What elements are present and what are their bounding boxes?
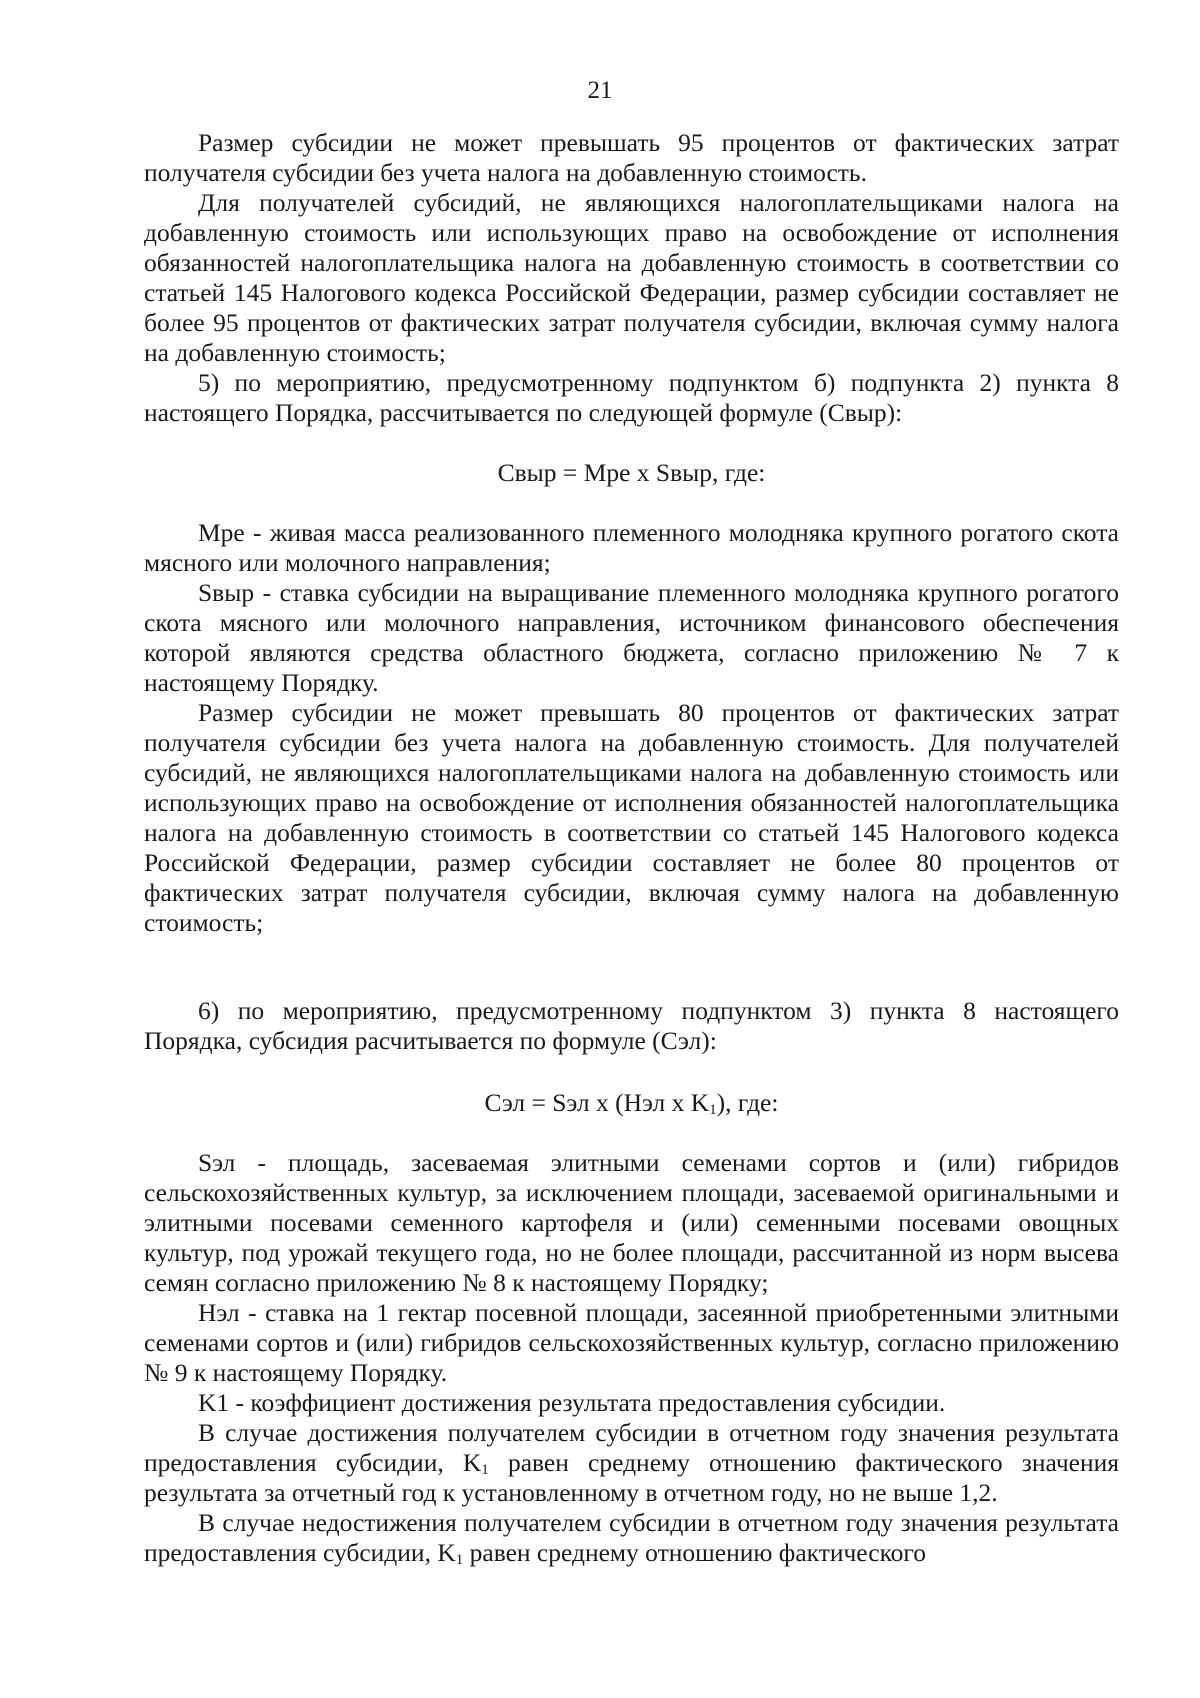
paragraph-item-6: 6) по мероприятию, предусмотренному подпунктом 3) пункта 8 настоящего Порядка, субсидия расчитывается по формуле (Сэл): [144,996,1119,1055]
paragraph-k1-not-achieved-end: равен среднему отношению фактического [463,1538,926,1567]
page-number: 21 [587,77,613,104]
paragraph-k1-achieved-start: В случае достижения получателем субсидии в отчетном году значения результата предоставления субсидии, K [144,1418,1119,1477]
paragraph-k1-achieved-end: равен среднему отношению фактического значения результата за отчетный год к установленному в отчетном году, но не выше 1,2. [144,1448,1119,1507]
formula-sel [144,1088,1119,1118]
definition-svyr-rate: Sвыр - ставка субсидии на выращивание племенного молодняка крупного рогатого скота мясного или молочного направления, источником финансового обеспечения которой являются средства областного бюджета, согласно приложению № 7 к настоящему Порядку. [144,578,1119,697]
definition-mre: Мре - живая масса реализованного племенного молодняка крупного рогатого скота мясного или молочного направления; [144,518,1119,577]
formula-svyr: Свыр = Мре x Sвыр, где: [497,458,766,487]
definition-nel-rate: Нэл - ставка на 1 гектар посевной площади, засеянной приобретенными элитными семенами сортов и (или) гибридов сельскохозяйственных культур, согласно приложению № 9 к настоящему Порядку. [144,1298,1119,1387]
definition-k1: K1 - коэффициент достижения результата предоставления субсидии. [198,1388,946,1417]
definition-sel-area: Sэл - площадь, засеваемая элитными семенами сортов и (или) гибридов сельскохозяйственных культур, за исключением площади, засеваемой оригинальными и элитными посевами семенного картофеля и (или) семенными посевами овощных культур, под урожай текущего года, но не более площади, рассчитанной из норм высева семян согласно приложению № 8 к настоящему Порядку; [144,1148,1119,1297]
paragraph-k1-not-achieved [144,1508,1119,1568]
k1-subscript: 1 [481,1462,489,1478]
paragraph-item-5: 5) по мероприятию, предусмотренному подпунктом б) подпункта 2) пункта 8 настоящего Порядка, рассчитывается по следующей формуле (Свыр): [144,368,1119,427]
formula-sel-tail: ), где: [716,1088,779,1117]
paragraph-subsidy-limit-80: Размер субсидии не может превышать 80 процентов от фактических затрат получателя субсидии без учета налога на добавленную стоимость. Для получателей субсидий, не являющихся налогоплательщиками налога на добавленную стоимость или использующих право на освобождение от исполнения обязанностей налогоплательщика налога на добавленную стоимость в соответствии со статьей 145 Налогового кодекса Российской Федерации, размер субсидии составляет не более 80 процентов от фактических затрат получателя субсидии, включая сумму налога на добавленную стоимость; [144,698,1119,937]
paragraph-k1-not-achieved-start: В случае недостижения получателем субсидии в отчетном году значения результата предоставления субсидии, K [144,1508,1119,1567]
paragraph-vat-exempt-95: Для получателей субсидий, не являющихся налогоплательщиками налога на добавленную стоимость или использующих право на освобождение от исполнения обязанностей налогоплательщика налога на добавленную стоимость в соответствии со статьей 145 Налогового кодекса Российской Федерации, размер субсидии составляет не более 95 процентов от фактических затрат получателя субсидии, включая сумму налога на добавленную стоимость; [144,188,1119,367]
formula-sel-subscript: 1 [709,1102,717,1118]
document-body [144,128,1119,1568]
k1-subscript: 1 [455,1552,464,1568]
paragraph-subsidy-limit-95: Размер субсидии не может превышать 95 процентов от фактических затрат получателя субсидии без учета налога на добавленную стоимость. [144,128,1119,187]
formula-sel-main: Сэл = Sэл x (Нэл x K [484,1088,710,1117]
paragraph-k1-achieved [144,1418,1119,1508]
